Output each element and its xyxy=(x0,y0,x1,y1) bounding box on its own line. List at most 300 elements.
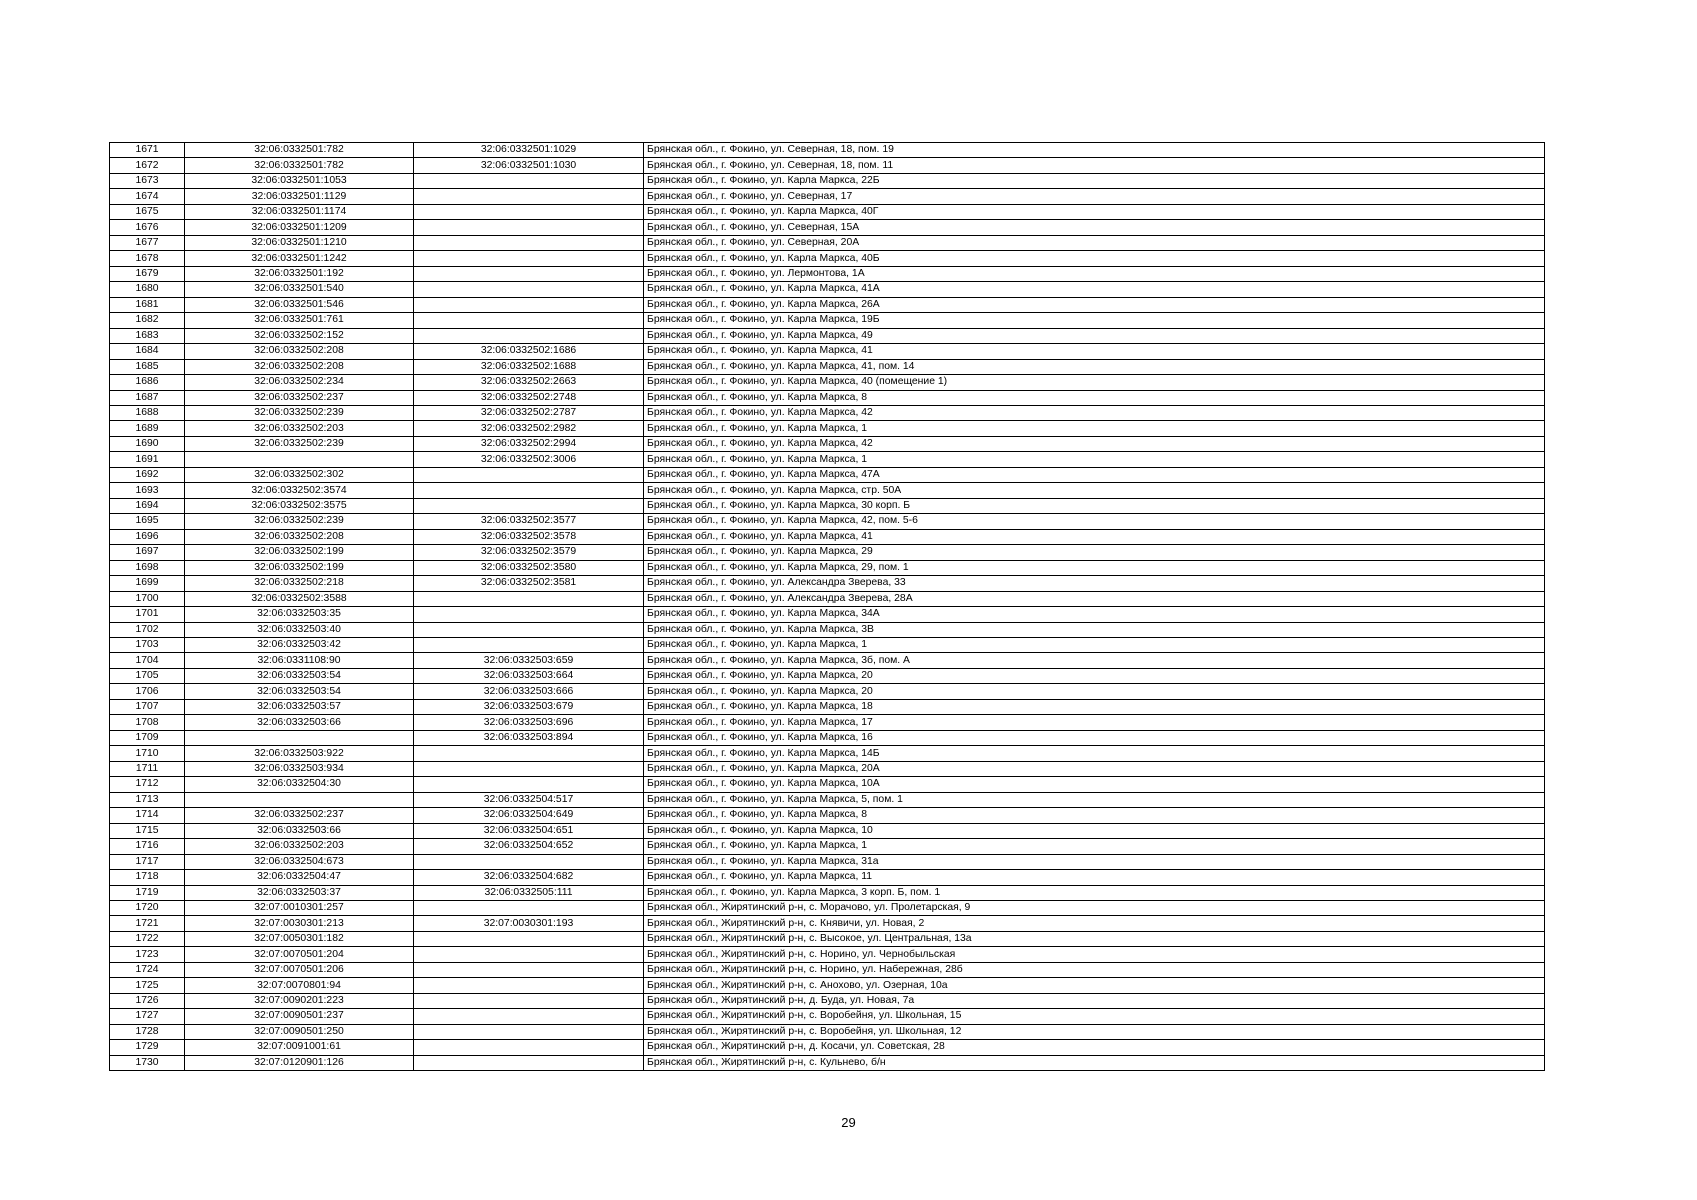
cell-row-number: 1721 xyxy=(110,916,185,931)
cell-related-cadastral-number: 32:06:0332502:3578 xyxy=(414,529,644,544)
table-row xyxy=(110,1055,1545,1070)
cell-cadastral-number: 32:06:0331108:90 xyxy=(185,653,414,668)
cell-cadastral-number: 32:06:0332504:30 xyxy=(185,777,414,792)
cell-related-cadastral-number: 32:06:0332503:664 xyxy=(414,668,644,683)
cell-address: Брянская обл., г. Фокино, ул. Карла Маркса, 5, пом. 1 xyxy=(644,792,1545,807)
cell-row-number: 1680 xyxy=(110,282,185,297)
cell-row-number: 1689 xyxy=(110,421,185,436)
cell-related-cadastral-number: 32:06:0332502:3580 xyxy=(414,560,644,575)
cell-address: Брянская обл., г. Фокино, ул. Карла Маркса, 42 xyxy=(644,436,1545,451)
cell-cadastral-number: 32:06:0332503:66 xyxy=(185,823,414,838)
table-row xyxy=(110,699,1545,714)
table-row xyxy=(110,823,1545,838)
table-row xyxy=(110,1009,1545,1024)
cell-address: Брянская обл., г. Фокино, ул. Карла Маркса, 8 xyxy=(644,808,1545,823)
cell-address: Брянская обл., г. Фокино, ул. Карла Маркса, 29, пом. 1 xyxy=(644,560,1545,575)
cell-address: Брянская обл., г. Фокино, ул. Карла Маркса, 41 xyxy=(644,344,1545,359)
cell-related-cadastral-number xyxy=(414,900,644,915)
cell-cadastral-number: 32:06:0332502:203 xyxy=(185,839,414,854)
cell-address: Брянская обл., г. Фокино, ул. Карла Маркса, 1 xyxy=(644,839,1545,854)
cell-address: Брянская обл., г. Фокино, ул. Карла Маркса, 8 xyxy=(644,390,1545,405)
table-row xyxy=(110,467,1545,482)
cell-address: Брянская обл., Жирятинский р-н, с. Высокое, ул. Центральная, 13а xyxy=(644,931,1545,946)
cell-related-cadastral-number xyxy=(414,947,644,962)
cell-related-cadastral-number: 32:07:0030301:193 xyxy=(414,916,644,931)
table-row xyxy=(110,483,1545,498)
cell-cadastral-number: 32:06:0332503:35 xyxy=(185,607,414,622)
cell-related-cadastral-number xyxy=(414,591,644,606)
cell-row-number: 1718 xyxy=(110,870,185,885)
cell-cadastral-number: 32:06:0332502:239 xyxy=(185,514,414,529)
table-row xyxy=(110,885,1545,900)
table-row xyxy=(110,220,1545,235)
table-row xyxy=(110,761,1545,776)
table-row xyxy=(110,390,1545,405)
table-row xyxy=(110,158,1545,173)
cell-address: Брянская обл., г. Фокино, ул. Карла Маркса, 3б, пом. А xyxy=(644,653,1545,668)
cell-related-cadastral-number: 32:06:0332505:111 xyxy=(414,885,644,900)
cell-address: Брянская обл., г. Фокино, ул. Карла Маркса, стр. 50А xyxy=(644,483,1545,498)
cell-address: Брянская обл., г. Фокино, ул. Карла Маркса, 16 xyxy=(644,730,1545,745)
cell-address: Брянская обл., Жирятинский р-н, с. Норино, ул. Набережная, 28б xyxy=(644,962,1545,977)
table-row xyxy=(110,947,1545,962)
cell-related-cadastral-number xyxy=(414,746,644,761)
cell-address: Брянская обл., г. Фокино, ул. Карла Маркса, 26А xyxy=(644,297,1545,312)
cell-address: Брянская обл., г. Фокино, ул. Карла Маркса, 41 xyxy=(644,529,1545,544)
cell-row-number: 1691 xyxy=(110,452,185,467)
cell-row-number: 1704 xyxy=(110,653,185,668)
cell-cadastral-number: 32:06:0332503:934 xyxy=(185,761,414,776)
cell-row-number: 1693 xyxy=(110,483,185,498)
cell-address: Брянская обл., г. Фокино, ул. Северная, 18, пом. 11 xyxy=(644,158,1545,173)
cell-address: Брянская обл., г. Фокино, ул. Лермонтова, 1А xyxy=(644,266,1545,281)
cell-address: Брянская обл., г. Фокино, ул. Карла Маркса, 42, пом. 5-6 xyxy=(644,514,1545,529)
table-row xyxy=(110,792,1545,807)
table-row xyxy=(110,900,1545,915)
table-row xyxy=(110,375,1545,390)
cell-cadastral-number: 32:07:0091001:61 xyxy=(185,1040,414,1055)
cell-cadastral-number xyxy=(185,730,414,745)
cell-cadastral-number: 32:07:0120901:126 xyxy=(185,1055,414,1070)
cell-address: Брянская обл., г. Фокино, ул. Карла Маркса, 14Б xyxy=(644,746,1545,761)
cell-related-cadastral-number: 32:06:0332501:1029 xyxy=(414,143,644,158)
table-row xyxy=(110,251,1545,266)
cell-related-cadastral-number xyxy=(414,931,644,946)
table-row xyxy=(110,514,1545,529)
cell-related-cadastral-number: 32:06:0332504:682 xyxy=(414,870,644,885)
cell-cadastral-number: 32:06:0332502:239 xyxy=(185,405,414,420)
cell-cadastral-number: 32:07:0090201:223 xyxy=(185,993,414,1008)
table-row xyxy=(110,653,1545,668)
cell-address: Брянская обл., г. Фокино, ул. Карла Маркса, 20А xyxy=(644,761,1545,776)
cell-related-cadastral-number xyxy=(414,313,644,328)
cell-row-number: 1726 xyxy=(110,993,185,1008)
cell-related-cadastral-number xyxy=(414,251,644,266)
cell-related-cadastral-number: 32:06:0332504:649 xyxy=(414,808,644,823)
cell-row-number: 1709 xyxy=(110,730,185,745)
table-row xyxy=(110,622,1545,637)
cell-related-cadastral-number xyxy=(414,173,644,188)
cell-address: Брянская обл., г. Фокино, ул. Карла Маркса, 34А xyxy=(644,607,1545,622)
cell-address: Брянская обл., Жирятинский р-н, с. Анохово, ул. Озерная, 10а xyxy=(644,978,1545,993)
cell-address: Брянская обл., г. Фокино, ул. Карла Маркса, 30 корп. Б xyxy=(644,498,1545,513)
cell-related-cadastral-number xyxy=(414,1040,644,1055)
table-row xyxy=(110,297,1545,312)
page-number: 29 xyxy=(841,1115,856,1130)
cell-row-number: 1681 xyxy=(110,297,185,312)
cell-cadastral-number: 32:06:0332503:54 xyxy=(185,684,414,699)
cell-related-cadastral-number: 32:06:0332503:666 xyxy=(414,684,644,699)
cell-address: Брянская обл., Жирятинский р-н, с. Княвичи, ул. Новая, 2 xyxy=(644,916,1545,931)
cell-cadastral-number: 32:06:0332502:199 xyxy=(185,545,414,560)
cell-related-cadastral-number: 32:06:0332502:1686 xyxy=(414,344,644,359)
cell-row-number: 1712 xyxy=(110,777,185,792)
cell-cadastral-number: 32:07:0090501:250 xyxy=(185,1024,414,1039)
cell-cadastral-number: 32:06:0332504:47 xyxy=(185,870,414,885)
cell-address: Брянская обл., г. Фокино, ул. Карла Маркса, 10А xyxy=(644,777,1545,792)
cell-address: Брянская обл., г. Фокино, ул. Александра Зверева, 28А xyxy=(644,591,1545,606)
cell-cadastral-number: 32:06:0332502:302 xyxy=(185,467,414,482)
cell-related-cadastral-number xyxy=(414,220,644,235)
cell-related-cadastral-number xyxy=(414,483,644,498)
cell-address: Брянская обл., Жирятинский р-н, с. Морачово, ул. Пролетарская, 9 xyxy=(644,900,1545,915)
cell-related-cadastral-number xyxy=(414,467,644,482)
cell-row-number: 1687 xyxy=(110,390,185,405)
cell-row-number: 1694 xyxy=(110,498,185,513)
cell-related-cadastral-number xyxy=(414,1055,644,1070)
cell-cadastral-number: 32:06:0332502:152 xyxy=(185,328,414,343)
cell-address: Брянская обл., г. Фокино, ул. Карла Маркса, 17 xyxy=(644,715,1545,730)
cell-row-number: 1672 xyxy=(110,158,185,173)
cell-cadastral-number: 32:06:0332502:199 xyxy=(185,560,414,575)
table-row xyxy=(110,684,1545,699)
cell-cadastral-number: 32:07:0010301:257 xyxy=(185,900,414,915)
table-row xyxy=(110,591,1545,606)
table-row xyxy=(110,313,1545,328)
cell-related-cadastral-number: 32:06:0332503:894 xyxy=(414,730,644,745)
cell-related-cadastral-number xyxy=(414,282,644,297)
cell-row-number: 1702 xyxy=(110,622,185,637)
cell-row-number: 1688 xyxy=(110,405,185,420)
cell-address: Брянская обл., г. Фокино, ул. Карла Маркса, 11 xyxy=(644,870,1545,885)
table-row xyxy=(110,576,1545,591)
cell-related-cadastral-number xyxy=(414,978,644,993)
cell-address: Брянская обл., г. Фокино, ул. Карла Маркса, 42 xyxy=(644,405,1545,420)
cell-related-cadastral-number: 32:06:0332502:3581 xyxy=(414,576,644,591)
cell-related-cadastral-number: 32:06:0332502:3579 xyxy=(414,545,644,560)
cell-cadastral-number: 32:06:0332501:761 xyxy=(185,313,414,328)
cell-related-cadastral-number: 32:06:0332504:517 xyxy=(414,792,644,807)
cell-address: Брянская обл., г. Фокино, ул. Карла Маркса, 47А xyxy=(644,467,1545,482)
cell-related-cadastral-number: 32:06:0332504:652 xyxy=(414,839,644,854)
cell-row-number: 1690 xyxy=(110,436,185,451)
cell-row-number: 1699 xyxy=(110,576,185,591)
table-row xyxy=(110,282,1545,297)
table-row xyxy=(110,777,1545,792)
cell-address: Брянская обл., г. Фокино, ул. Карла Маркса, 22Б xyxy=(644,173,1545,188)
table-row xyxy=(110,1040,1545,1055)
cell-cadastral-number: 32:06:0332502:3574 xyxy=(185,483,414,498)
cell-row-number: 1703 xyxy=(110,638,185,653)
cell-cadastral-number: 32:06:0332501:1129 xyxy=(185,189,414,204)
table-row xyxy=(110,359,1545,374)
cell-row-number: 1679 xyxy=(110,266,185,281)
cell-related-cadastral-number: 32:06:0332503:679 xyxy=(414,699,644,714)
cell-cadastral-number: 32:07:0030301:213 xyxy=(185,916,414,931)
cell-address: Брянская обл., г. Фокино, ул. Карла Маркса, 29 xyxy=(644,545,1545,560)
cell-cadastral-number: 32:06:0332502:208 xyxy=(185,344,414,359)
table-row xyxy=(110,529,1545,544)
cell-row-number: 1725 xyxy=(110,978,185,993)
cell-row-number: 1717 xyxy=(110,854,185,869)
table-row xyxy=(110,931,1545,946)
cell-address: Брянская обл., г. Фокино, ул. Александра Зверева, 33 xyxy=(644,576,1545,591)
cell-row-number: 1727 xyxy=(110,1009,185,1024)
table-row xyxy=(110,436,1545,451)
cell-cadastral-number: 32:06:0332503:57 xyxy=(185,699,414,714)
cell-row-number: 1707 xyxy=(110,699,185,714)
table-row xyxy=(110,204,1545,219)
table-row xyxy=(110,560,1545,575)
cell-address: Брянская обл., г. Фокино, ул. Карла Маркса, 3В xyxy=(644,622,1545,637)
cell-row-number: 1675 xyxy=(110,204,185,219)
table-row xyxy=(110,405,1545,420)
cell-row-number: 1719 xyxy=(110,885,185,900)
table-row xyxy=(110,452,1545,467)
cell-related-cadastral-number xyxy=(414,235,644,250)
cell-cadastral-number: 32:07:0050301:182 xyxy=(185,931,414,946)
cell-cadastral-number: 32:06:0332502:3575 xyxy=(185,498,414,513)
cell-related-cadastral-number xyxy=(414,854,644,869)
cell-address: Брянская обл., г. Фокино, ул. Карла Маркса, 20 xyxy=(644,668,1545,683)
table-row xyxy=(110,993,1545,1008)
table-row xyxy=(110,189,1545,204)
table-row xyxy=(110,839,1545,854)
cell-row-number: 1722 xyxy=(110,931,185,946)
cell-address: Брянская обл., г. Фокино, ул. Карла Маркса, 1 xyxy=(644,452,1545,467)
cell-row-number: 1701 xyxy=(110,607,185,622)
table-row xyxy=(110,668,1545,683)
cell-cadastral-number: 32:06:0332502:203 xyxy=(185,421,414,436)
cell-row-number: 1686 xyxy=(110,375,185,390)
table-row xyxy=(110,962,1545,977)
cell-cadastral-number: 32:06:0332503:54 xyxy=(185,668,414,683)
table-row xyxy=(110,607,1545,622)
cell-cadastral-number xyxy=(185,792,414,807)
cell-cadastral-number: 32:06:0332501:1174 xyxy=(185,204,414,219)
cell-row-number: 1730 xyxy=(110,1055,185,1070)
table-row xyxy=(110,173,1545,188)
table-row xyxy=(110,421,1545,436)
cell-cadastral-number: 32:06:0332502:3588 xyxy=(185,591,414,606)
registry-table xyxy=(109,142,1545,1071)
table-row xyxy=(110,545,1545,560)
cell-related-cadastral-number xyxy=(414,189,644,204)
cell-related-cadastral-number: 32:06:0332502:2748 xyxy=(414,390,644,405)
cell-row-number: 1673 xyxy=(110,173,185,188)
table-row xyxy=(110,638,1545,653)
cell-cadastral-number: 32:07:0090501:237 xyxy=(185,1009,414,1024)
cell-address: Брянская обл., г. Фокино, ул. Карла Маркса, 10 xyxy=(644,823,1545,838)
cell-row-number: 1684 xyxy=(110,344,185,359)
cell-address: Брянская обл., г. Фокино, ул. Карла Маркса, 40Г xyxy=(644,204,1545,219)
table-row xyxy=(110,715,1545,730)
cell-address: Брянская обл., г. Фокино, ул. Северная, 15А xyxy=(644,220,1545,235)
cell-row-number: 1729 xyxy=(110,1040,185,1055)
cell-related-cadastral-number: 32:06:0332504:651 xyxy=(414,823,644,838)
cell-cadastral-number: 32:06:0332501:1209 xyxy=(185,220,414,235)
cell-row-number: 1720 xyxy=(110,900,185,915)
cell-related-cadastral-number xyxy=(414,622,644,637)
cell-address: Брянская обл., Жирятинский р-н, с. Воробейня, ул. Школьная, 12 xyxy=(644,1024,1545,1039)
cell-row-number: 1696 xyxy=(110,529,185,544)
cell-address: Брянская обл., г. Фокино, ул. Карла Маркса, 20 xyxy=(644,684,1545,699)
cell-cadastral-number: 32:06:0332504:673 xyxy=(185,854,414,869)
cell-cadastral-number: 32:06:0332501:540 xyxy=(185,282,414,297)
cell-address: Брянская обл., г. Фокино, ул. Карла Маркса, 18 xyxy=(644,699,1545,714)
cell-related-cadastral-number: 32:06:0332502:2787 xyxy=(414,405,644,420)
cell-row-number: 1677 xyxy=(110,235,185,250)
cell-row-number: 1724 xyxy=(110,962,185,977)
cell-related-cadastral-number xyxy=(414,962,644,977)
cell-cadastral-number xyxy=(185,452,414,467)
cell-cadastral-number: 32:06:0332501:192 xyxy=(185,266,414,281)
cell-address: Брянская обл., г. Фокино, ул. Северная, 20А xyxy=(644,235,1545,250)
cell-related-cadastral-number: 32:06:0332502:2982 xyxy=(414,421,644,436)
table-row xyxy=(110,916,1545,931)
cell-address: Брянская обл., г. Фокино, ул. Карла Маркса, 49 xyxy=(644,328,1545,343)
cell-related-cadastral-number: 32:06:0332503:696 xyxy=(414,715,644,730)
cell-related-cadastral-number xyxy=(414,328,644,343)
table-row xyxy=(110,328,1545,343)
cell-related-cadastral-number xyxy=(414,638,644,653)
cell-address: Брянская обл., г. Фокино, ул. Карла Маркса, 31а xyxy=(644,854,1545,869)
table-row xyxy=(110,854,1545,869)
cell-cadastral-number: 32:06:0332502:208 xyxy=(185,529,414,544)
cell-address: Брянская обл., Жирятинский р-н, д. Буда, ул. Новая, 7а xyxy=(644,993,1545,1008)
cell-address: Брянская обл., Жирятинский р-н, с. Норино, ул. Чернобыльская xyxy=(644,947,1545,962)
cell-address: Брянская обл., Жирятинский р-н, с. Кульнево, б/н xyxy=(644,1055,1545,1070)
cell-row-number: 1678 xyxy=(110,251,185,266)
cell-row-number: 1695 xyxy=(110,514,185,529)
cell-row-number: 1713 xyxy=(110,792,185,807)
cell-row-number: 1674 xyxy=(110,189,185,204)
cell-cadastral-number: 32:06:0332503:66 xyxy=(185,715,414,730)
cell-row-number: 1723 xyxy=(110,947,185,962)
cell-row-number: 1710 xyxy=(110,746,185,761)
table-row xyxy=(110,870,1545,885)
cell-row-number: 1685 xyxy=(110,359,185,374)
cell-related-cadastral-number xyxy=(414,777,644,792)
cell-row-number: 1715 xyxy=(110,823,185,838)
table-row xyxy=(110,143,1545,158)
cell-row-number: 1716 xyxy=(110,839,185,854)
table-row xyxy=(110,978,1545,993)
cell-cadastral-number: 32:06:0332501:782 xyxy=(185,158,414,173)
cell-address: Брянская обл., г. Фокино, ул. Карла Маркса, 40Б xyxy=(644,251,1545,266)
table-row xyxy=(110,746,1545,761)
cell-cadastral-number: 32:06:0332503:922 xyxy=(185,746,414,761)
cell-row-number: 1682 xyxy=(110,313,185,328)
cell-related-cadastral-number xyxy=(414,498,644,513)
cell-cadastral-number: 32:06:0332503:37 xyxy=(185,885,414,900)
table-row xyxy=(110,344,1545,359)
cell-cadastral-number: 32:06:0332502:218 xyxy=(185,576,414,591)
cell-cadastral-number: 32:06:0332503:40 xyxy=(185,622,414,637)
table-row xyxy=(110,498,1545,513)
cell-address: Брянская обл., г. Фокино, ул. Карла Маркса, 1 xyxy=(644,638,1545,653)
cell-row-number: 1708 xyxy=(110,715,185,730)
cell-related-cadastral-number: 32:06:0332502:3577 xyxy=(414,514,644,529)
cell-address: Брянская обл., Жирятинский р-н, с. Воробейня, ул. Школьная, 15 xyxy=(644,1009,1545,1024)
registry-table-body xyxy=(110,143,1545,1071)
cell-address: Брянская обл., г. Фокино, ул. Карла Маркса, 19Б xyxy=(644,313,1545,328)
cell-row-number: 1700 xyxy=(110,591,185,606)
cell-related-cadastral-number xyxy=(414,297,644,312)
cell-cadastral-number: 32:06:0332501:1210 xyxy=(185,235,414,250)
cell-cadastral-number: 32:06:0332501:1053 xyxy=(185,173,414,188)
cell-related-cadastral-number: 32:06:0332503:659 xyxy=(414,653,644,668)
table-row xyxy=(110,730,1545,745)
cell-cadastral-number: 32:06:0332502:237 xyxy=(185,808,414,823)
cell-row-number: 1697 xyxy=(110,545,185,560)
cell-row-number: 1698 xyxy=(110,560,185,575)
cell-related-cadastral-number xyxy=(414,1009,644,1024)
cell-related-cadastral-number xyxy=(414,607,644,622)
cell-address: Брянская обл., г. Фокино, ул. Карла Маркса, 40 (помещение 1) xyxy=(644,375,1545,390)
table-row xyxy=(110,235,1545,250)
cell-cadastral-number: 32:06:0332502:237 xyxy=(185,390,414,405)
cell-cadastral-number: 32:06:0332502:234 xyxy=(185,375,414,390)
cell-related-cadastral-number xyxy=(414,1024,644,1039)
cell-cadastral-number: 32:06:0332501:782 xyxy=(185,143,414,158)
cell-address: Брянская обл., г. Фокино, ул. Северная, 17 xyxy=(644,189,1545,204)
cell-related-cadastral-number: 32:06:0332502:1688 xyxy=(414,359,644,374)
cell-cadastral-number: 32:06:0332503:42 xyxy=(185,638,414,653)
cell-address: Брянская обл., Жирятинский р-н, д. Косачи, ул. Советская, 28 xyxy=(644,1040,1545,1055)
cell-address: Брянская обл., г. Фокино, ул. Карла Маркса, 41А xyxy=(644,282,1545,297)
cell-cadastral-number: 32:07:0070501:204 xyxy=(185,947,414,962)
cell-related-cadastral-number xyxy=(414,204,644,219)
cell-related-cadastral-number: 32:06:0332502:3006 xyxy=(414,452,644,467)
cell-address: Брянская обл., г. Фокино, ул. Северная, 18, пом. 19 xyxy=(644,143,1545,158)
cell-address: Брянская обл., г. Фокино, ул. Карла Маркса, 3 корп. Б, пом. 1 xyxy=(644,885,1545,900)
cell-related-cadastral-number: 32:06:0332502:2994 xyxy=(414,436,644,451)
cell-row-number: 1683 xyxy=(110,328,185,343)
cell-cadastral-number: 32:07:0070801:94 xyxy=(185,978,414,993)
cell-related-cadastral-number: 32:06:0332501:1030 xyxy=(414,158,644,173)
cell-related-cadastral-number xyxy=(414,993,644,1008)
table-row xyxy=(110,808,1545,823)
cell-cadastral-number: 32:06:0332502:239 xyxy=(185,436,414,451)
cell-row-number: 1728 xyxy=(110,1024,185,1039)
cell-row-number: 1705 xyxy=(110,668,185,683)
table-row xyxy=(110,266,1545,281)
cell-cadastral-number: 32:06:0332502:208 xyxy=(185,359,414,374)
cell-address: Брянская обл., г. Фокино, ул. Карла Маркса, 1 xyxy=(644,421,1545,436)
cell-related-cadastral-number: 32:06:0332502:2663 xyxy=(414,375,644,390)
cell-row-number: 1671 xyxy=(110,143,185,158)
cell-row-number: 1706 xyxy=(110,684,185,699)
cell-row-number: 1711 xyxy=(110,761,185,776)
cell-cadastral-number: 32:06:0332501:546 xyxy=(185,297,414,312)
cell-address: Брянская обл., г. Фокино, ул. Карла Маркса, 41, пом. 14 xyxy=(644,359,1545,374)
cell-cadastral-number: 32:07:0070501:206 xyxy=(185,962,414,977)
cell-related-cadastral-number xyxy=(414,266,644,281)
cell-related-cadastral-number xyxy=(414,761,644,776)
cell-row-number: 1714 xyxy=(110,808,185,823)
cell-row-number: 1692 xyxy=(110,467,185,482)
